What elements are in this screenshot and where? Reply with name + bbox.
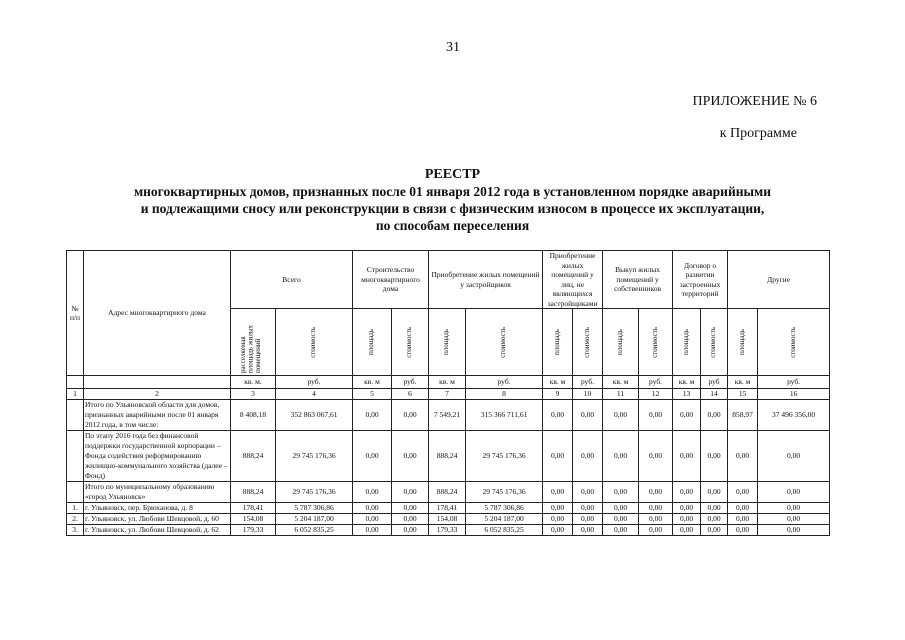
header-num: № п/п: [67, 251, 84, 376]
document-title: РЕЕСТР: [424, 167, 481, 182]
column-number: 2: [84, 389, 231, 400]
row-value: 0,00: [758, 430, 830, 481]
row-value: 0,00: [543, 430, 573, 481]
unit-sqm: кв. м: [543, 376, 573, 389]
row-value: 6 052 835,25: [276, 524, 353, 535]
row-value: 0,00: [701, 524, 728, 535]
row-value: 0,00: [673, 524, 701, 535]
row-value: 0,00: [392, 430, 429, 481]
row-value: 0,00: [573, 430, 603, 481]
row-value: 0,00: [603, 430, 639, 481]
row-value: 0,00: [673, 430, 701, 481]
row-number: 1.: [67, 502, 84, 513]
row-value: 0,00: [573, 524, 603, 535]
row-value: 0,00: [353, 481, 392, 502]
column-number: 13: [673, 389, 701, 400]
row-number: 2.: [67, 513, 84, 524]
row-value: 0,00: [573, 513, 603, 524]
row-value: 0,00: [728, 513, 758, 524]
row-value: 0,00: [543, 502, 573, 513]
row-value: 0,00: [728, 502, 758, 513]
unit-rub: руб: [701, 376, 728, 389]
row-value: 0,00: [673, 502, 701, 513]
row-address: г. Ульяновск, пер. Брюханова, д. 8: [84, 502, 231, 513]
table-row: [67, 513, 830, 524]
header-group-developers: Приобретение жилых помещений у застройщиков: [429, 251, 543, 309]
row-value: 0,00: [728, 524, 758, 535]
column-number: 12: [639, 389, 673, 400]
row-value: 179,33: [429, 524, 466, 535]
row-number: [67, 481, 84, 502]
row-value: 0,00: [543, 513, 573, 524]
row-value: 0,00: [639, 430, 673, 481]
column-number: 16: [758, 389, 830, 400]
row-value: 352 863 067,61: [276, 399, 353, 430]
column-number: 4: [276, 389, 353, 400]
row-address: По этапу 2016 года без финансовой поддержки государственной корпорации – Фонда содействия реформированию жилищно-коммунального хозяйства (далее – Фонд): [84, 430, 231, 481]
row-value: 178,41: [231, 502, 276, 513]
row-value: 0,00: [392, 481, 429, 502]
unit-sqm: кв. м: [673, 376, 701, 389]
column-numbers-row: [67, 389, 830, 400]
subheader-area: площадь: [353, 309, 392, 376]
row-value: 0,00: [639, 502, 673, 513]
row-value: 8 408,18: [231, 399, 276, 430]
row-address: г. Ульяновск, ул. Любови Шевцовой, д. 60: [84, 513, 231, 524]
unit-rub: руб.: [758, 376, 830, 389]
row-value: 6 052 835,25: [466, 524, 543, 535]
row-value: 0,00: [701, 502, 728, 513]
column-number: 3: [231, 389, 276, 400]
unit-sqm: кв. м: [603, 376, 639, 389]
row-value: 0,00: [543, 481, 573, 502]
subheader-area: площадь: [603, 309, 639, 376]
row-value: 5 204 187,00: [466, 513, 543, 524]
header-group-buyout: Выкуп жилых помещений у собственников: [603, 251, 673, 309]
row-number: [67, 399, 84, 430]
row-value: 0,00: [573, 399, 603, 430]
unit-rub: руб.: [573, 376, 603, 389]
row-value: 0,00: [728, 481, 758, 502]
document-subtitle-line-3: по способам переселения: [375, 218, 530, 233]
row-value: 0,00: [573, 481, 603, 502]
subheader-area: площадь: [673, 309, 701, 376]
table-row: [67, 524, 830, 535]
row-value: 0,00: [639, 399, 673, 430]
row-number: 3.: [67, 524, 84, 535]
subheader-cost: стоимость: [758, 309, 830, 376]
row-value: 0,00: [639, 524, 673, 535]
row-value: 0,00: [603, 502, 639, 513]
table-row: [67, 481, 830, 502]
column-number: 8: [466, 389, 543, 400]
row-value: 0,00: [701, 430, 728, 481]
subheader-area: площадь: [728, 309, 758, 376]
row-value: 0,00: [603, 513, 639, 524]
row-value: 0,00: [353, 430, 392, 481]
header-group-other: Другие: [728, 251, 830, 309]
column-number: 6: [392, 389, 429, 400]
row-value: 0,00: [392, 524, 429, 535]
row-value: 0,00: [353, 513, 392, 524]
row-value: 154,08: [231, 513, 276, 524]
row-value: 7 549,21: [429, 399, 466, 430]
row-value: 0,00: [392, 502, 429, 513]
row-address: Итого по муниципальному образованию «город Ульяновск»: [84, 481, 231, 502]
unit-rub: руб.: [639, 376, 673, 389]
row-value: 0,00: [758, 481, 830, 502]
row-value: 0,00: [701, 399, 728, 430]
row-value: 0,00: [758, 513, 830, 524]
column-number: 7: [429, 389, 466, 400]
row-number: [67, 430, 84, 481]
row-value: 0,00: [701, 481, 728, 502]
header-group-construction: Строительство многоквартирного дома: [353, 251, 429, 309]
row-value: 888,24: [429, 430, 466, 481]
row-value: 29 745 176,36: [466, 481, 543, 502]
table-row: [67, 430, 830, 481]
subheader-cost: стоимость: [276, 309, 353, 376]
row-value: 0,00: [603, 524, 639, 535]
row-value: 154,08: [429, 513, 466, 524]
program-label: к Программе: [719, 126, 797, 141]
row-value: 29 745 176,36: [276, 481, 353, 502]
column-number: 14: [701, 389, 728, 400]
row-value: 0,00: [543, 399, 573, 430]
row-value: 888,24: [429, 481, 466, 502]
unit-rub: руб.: [466, 376, 543, 389]
unit-sqm: кв. м: [353, 376, 392, 389]
column-number: 15: [728, 389, 758, 400]
row-value: 0,00: [701, 513, 728, 524]
table-body: [67, 399, 830, 535]
row-value: 0,00: [673, 513, 701, 524]
header-group-non-developers: Приобретение жилых помещений у лиц, не являющихся застройщиками: [543, 251, 603, 309]
row-value: 0,00: [673, 399, 701, 430]
row-value: 0,00: [392, 513, 429, 524]
subheader-area: площадь: [543, 309, 573, 376]
column-number: 10: [573, 389, 603, 400]
row-value: 29 745 176,36: [466, 430, 543, 481]
registry-table: [66, 250, 830, 536]
document-subtitle-line-2: и подлежащими сносу или реконструкции в связи с физическим износом в процессе их эксплуатации,: [140, 201, 765, 216]
row-value: 37 496 356,00: [758, 399, 830, 430]
unit-empty: [67, 376, 84, 389]
row-value: 5 204 187,00: [276, 513, 353, 524]
subheader-cost: стоимость: [573, 309, 603, 376]
unit-rub: руб.: [392, 376, 429, 389]
table-row: [67, 502, 830, 513]
row-value: 0,00: [392, 399, 429, 430]
row-value: 29 745 176,36: [276, 430, 353, 481]
header-group-development-contract: Договор о развитии застроенных территорий: [673, 251, 728, 309]
document-subtitle-line-1: многоквартирных домов, признанных после 01 января 2012 года в установленном порядке аварийными: [133, 184, 772, 199]
row-value: 858,97: [728, 399, 758, 430]
row-value: 0,00: [758, 524, 830, 535]
row-value: 0,00: [353, 502, 392, 513]
row-value: 888,24: [231, 481, 276, 502]
row-value: 5 787 306,86: [276, 502, 353, 513]
row-value: 0,00: [603, 481, 639, 502]
row-value: 178,41: [429, 502, 466, 513]
row-value: 0,00: [639, 513, 673, 524]
row-value: 315 366 711,61: [466, 399, 543, 430]
row-value: 0,00: [353, 524, 392, 535]
row-value: 5 787 306,86: [466, 502, 543, 513]
row-value: 0,00: [353, 399, 392, 430]
row-address: г. Ульяновск, ул. Любови Шевцовой, д. 62: [84, 524, 231, 535]
row-value: 888,24: [231, 430, 276, 481]
row-value: 179,33: [231, 524, 276, 535]
table-row: [67, 399, 830, 430]
unit-sqm: кв. м: [728, 376, 758, 389]
unit-sqm: кв. м: [429, 376, 466, 389]
subheader-cost: стоимость: [701, 309, 728, 376]
unit-rub: руб.: [276, 376, 353, 389]
unit-sqm: кв. м.: [231, 376, 276, 389]
row-value: 0,00: [603, 399, 639, 430]
row-value: 0,00: [673, 481, 701, 502]
subheader-resettled-area: расселяемая площадь жилых помещений: [231, 309, 276, 376]
column-number: 1: [67, 389, 84, 400]
header-address: Адрес многоквартирного дома: [84, 251, 231, 376]
column-number: 9: [543, 389, 573, 400]
unit-empty: [84, 376, 231, 389]
row-value: 0,00: [573, 502, 603, 513]
row-value: 0,00: [758, 502, 830, 513]
subheader-cost: стоимость: [392, 309, 429, 376]
row-value: 0,00: [639, 481, 673, 502]
row-value: 0,00: [728, 430, 758, 481]
subheader-cost: стоимость: [466, 309, 543, 376]
row-address: Итого по Ульяновской области для домов, признанных аварийными после 01 января 2012 года, в том числе:: [84, 399, 231, 430]
subheader-area: площадь: [429, 309, 466, 376]
appendix-label: ПРИЛОЖЕНИЕ № 6: [692, 94, 817, 109]
subheader-cost: стоимость: [639, 309, 673, 376]
header-group-total: Всего: [231, 251, 353, 309]
row-value: 0,00: [543, 524, 573, 535]
column-number: 5: [353, 389, 392, 400]
page-number: 31: [446, 40, 460, 55]
column-number: 11: [603, 389, 639, 400]
